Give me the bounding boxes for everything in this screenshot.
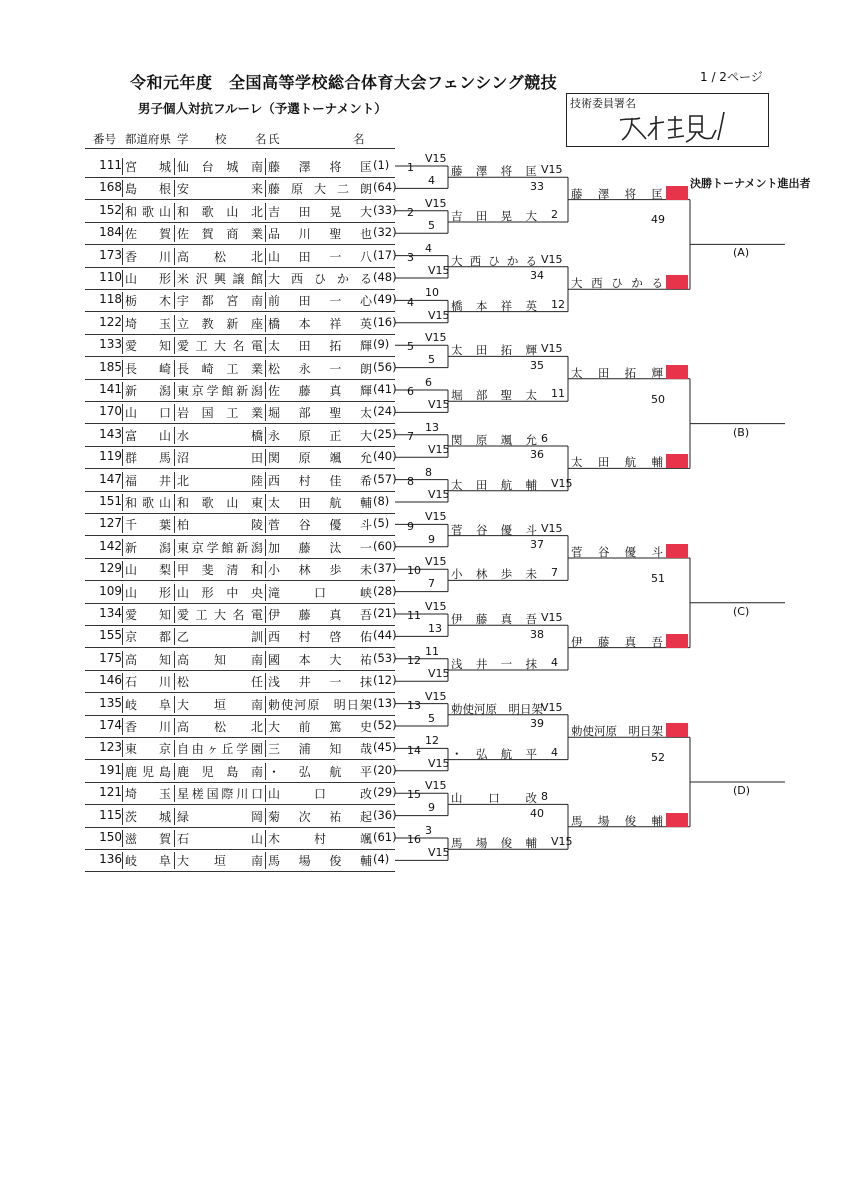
signature-label: 技術委員署名 <box>570 97 636 110</box>
qualifier-name-bottom: 大西ひかる <box>571 276 663 291</box>
entry-school: 岩国工業 <box>177 406 263 421</box>
winner-name-bottom: 堀部聖太 <box>451 388 537 403</box>
entry-number: 122 <box>99 314 122 329</box>
entry-school: 東京学館新潟 <box>177 540 263 555</box>
winner-score-bottom: 2 <box>551 208 558 221</box>
match-number: 7 <box>407 430 414 443</box>
entry-prefecture: 千葉 <box>125 518 171 533</box>
entry-name: 橋本祥英 <box>268 316 372 331</box>
qualifier-slot-label: (A) <box>733 246 750 260</box>
score-top: 12 <box>425 734 439 748</box>
winner-name-bottom: 太田航輔 <box>451 477 537 492</box>
entry-name: 関原颯允 <box>268 451 372 466</box>
entry-seed: (45) <box>373 740 397 755</box>
qualifier-name-top: 勅使河原 明日架 <box>571 724 663 739</box>
col-pref: 都道府県 <box>125 132 171 146</box>
entry-name: ・弘航平 <box>268 764 372 779</box>
entry-name: 西村佳希 <box>268 473 372 488</box>
entry-school: 愛工大名電 <box>177 339 263 354</box>
entry-name: 西村啓佑 <box>268 630 372 645</box>
entry-school: 高知南 <box>177 652 263 667</box>
entry-number: 143 <box>99 426 122 441</box>
entry-number: 151 <box>99 494 122 508</box>
entry-number: 142 <box>99 538 122 553</box>
entry-name: 菅谷優斗 <box>268 518 372 533</box>
entry-seed: (32) <box>373 225 397 240</box>
entry-number: 134 <box>99 606 122 620</box>
entry-number: 121 <box>99 785 122 800</box>
score-top: V15 <box>425 779 447 793</box>
entry-school: 北陸 <box>177 473 263 488</box>
entry-name: 木村颯 <box>268 832 372 846</box>
score-bottom: V15 <box>428 846 450 860</box>
entry-seed: (56) <box>373 359 397 374</box>
qualifier-name-top: 菅谷優斗 <box>571 545 663 559</box>
score-bottom: 9 <box>428 532 435 546</box>
entry-prefecture: 高知 <box>125 652 171 667</box>
match-number: 11 <box>407 609 421 623</box>
winner-score-bottom: 7 <box>551 566 558 580</box>
winner-score-top: V15 <box>541 611 563 625</box>
winner-score-top: V15 <box>541 342 563 356</box>
col-school-1: 学 <box>177 132 189 146</box>
score-top: V15 <box>425 331 447 345</box>
entry-school: 大垣南 <box>177 854 263 869</box>
entry-prefecture: 和歌山 <box>125 204 171 219</box>
winner-score-bottom: 12 <box>551 297 565 311</box>
entry-seed: (16) <box>373 314 397 329</box>
entry-number: 123 <box>99 740 122 755</box>
entry-prefecture: 滋賀 <box>125 832 171 846</box>
entry-prefecture: 石川 <box>125 675 171 690</box>
entry-name: 太田航輔 <box>268 496 372 510</box>
red-marker <box>666 365 688 379</box>
entry-prefecture: 宮城 <box>125 160 171 174</box>
qualifier-name-top: 藤澤将匡 <box>571 186 663 201</box>
winner-score-bottom: V15 <box>551 476 573 490</box>
match-number: 3 <box>407 250 414 264</box>
entry-prefecture: 山口 <box>125 406 171 421</box>
red-marker <box>666 813 688 827</box>
entry-school: 水橋 <box>177 428 263 443</box>
match-number: 35 <box>530 358 544 372</box>
entry-number: 185 <box>99 359 122 374</box>
red-marker <box>666 544 688 558</box>
entry-prefecture: 東京 <box>125 742 171 757</box>
match-number: 2 <box>407 206 414 219</box>
entry-school: 緑岡 <box>177 809 263 824</box>
match-number: 33 <box>530 179 544 193</box>
match-number: 15 <box>407 788 421 802</box>
entry-name: 松永一朗 <box>268 361 372 376</box>
match-number: 39 <box>530 717 544 731</box>
winner-name-top: 菅谷優斗 <box>451 522 537 537</box>
score-bottom: V15 <box>428 487 450 501</box>
entry-seed: (28) <box>373 583 397 598</box>
entry-name: 太田拓輝 <box>268 339 372 354</box>
match-number: 10 <box>407 564 421 578</box>
match-number: 16 <box>407 833 421 847</box>
entry-name: 滝口峡 <box>268 585 372 600</box>
winner-name-top: 伊藤真吾 <box>451 612 537 627</box>
entry-prefecture: 和歌山 <box>125 496 171 510</box>
score-top: 8 <box>425 465 432 479</box>
entry-seed: (9) <box>373 337 390 352</box>
winner-score-top: V15 <box>541 700 563 714</box>
qualifier-slot-label: (D) <box>733 784 751 797</box>
entry-school: 甲斐清和 <box>177 563 263 578</box>
match-number: 6 <box>407 385 414 399</box>
score-top: 4 <box>425 241 432 255</box>
entry-name: 藤澤将匡 <box>268 160 372 174</box>
winner-name-top: 関原颯允 <box>451 433 537 447</box>
entry-seed: (53) <box>373 650 397 665</box>
entry-prefecture: 島根 <box>125 182 171 197</box>
entry-name: 國本大祐 <box>268 652 372 667</box>
winner-name-bottom: 橋本祥英 <box>451 298 537 313</box>
qualifiers-label: 決勝トーナメント進出者 <box>690 177 811 190</box>
entry-seed: (12) <box>373 673 397 688</box>
winner-name-bottom: 浅井一抹 <box>451 657 537 671</box>
entry-seed: (57) <box>373 471 397 486</box>
entry-seed: (49) <box>373 292 397 307</box>
entry-number: 146 <box>99 673 122 688</box>
entry-prefecture: 山梨 <box>125 563 171 578</box>
entry-school: 米沢興譲館 <box>177 272 263 286</box>
match-number: 38 <box>530 627 544 641</box>
score-bottom: V15 <box>428 308 450 322</box>
entry-number: 155 <box>99 628 122 643</box>
col-no: 番号 <box>93 132 116 146</box>
entry-name: 山口改 <box>268 787 372 802</box>
entry-prefecture: 新潟 <box>125 384 171 398</box>
entry-name: 大前篤史 <box>268 720 372 734</box>
winner-score-top: V15 <box>541 163 563 177</box>
score-bottom: 5 <box>428 353 435 367</box>
winner-name-top: 勅使河原 明日架 <box>451 701 543 716</box>
match-number: 9 <box>407 519 414 533</box>
entry-name: 馬場俊輔 <box>268 854 372 869</box>
score-bottom: V15 <box>428 756 450 770</box>
qualifier-name-bottom: 伊藤真吾 <box>571 634 663 649</box>
entry-name: 加藤汰一 <box>268 540 372 555</box>
entry-name: 山田一八 <box>268 249 372 264</box>
entry-number: 150 <box>99 830 122 844</box>
entry-prefecture: 岐阜 <box>125 854 171 869</box>
entry-name: 菊次祐起 <box>268 809 372 824</box>
entry-school: 高松北 <box>177 720 263 734</box>
score-top: 11 <box>425 644 439 658</box>
score-top: 6 <box>425 376 432 389</box>
entry-school: 仙台城南 <box>177 160 263 174</box>
match-number: 13 <box>407 698 421 712</box>
entry-seed: (24) <box>373 404 397 419</box>
col-school-3: 名 <box>255 132 267 146</box>
page-title: 令和元年度 全国高等学校総合体育大会フェンシング競技 <box>130 73 558 92</box>
page-subtitle: 男子個人対抗フルーレ（予選トーナメント） <box>138 101 387 116</box>
winner-name-bottom: 吉田晃大 <box>451 209 537 223</box>
entry-seed: (44) <box>373 628 397 643</box>
entry-school: 鹿児島南 <box>177 764 263 779</box>
score-top: V15 <box>425 555 447 569</box>
entry-prefecture: 茨城 <box>125 809 171 824</box>
winner-name-top: 太田拓輝 <box>451 343 537 358</box>
entry-prefecture: 埼玉 <box>125 316 171 331</box>
entry-number: 136 <box>99 852 122 867</box>
qualifier-name-bottom: 太田航輔 <box>571 455 663 470</box>
entry-seed: (40) <box>373 449 397 464</box>
match-number: 36 <box>530 448 544 462</box>
entry-school: 和歌山東 <box>177 496 263 510</box>
red-marker <box>666 186 688 200</box>
winner-name-top: 藤澤将匡 <box>451 164 537 179</box>
entry-school: 佐賀商業 <box>177 227 263 242</box>
entry-prefecture: 京都 <box>125 630 171 645</box>
entry-school: 星槎国際川口 <box>177 787 263 802</box>
winner-score-bottom: 11 <box>551 387 565 401</box>
winner-name-bottom: 馬場俊輔 <box>451 836 537 851</box>
match-number: 34 <box>530 269 544 283</box>
entry-prefecture: 富山 <box>125 428 171 443</box>
entry-school: 山形中央 <box>177 585 263 600</box>
entry-prefecture: 長崎 <box>125 361 171 376</box>
entry-prefecture: 香川 <box>125 720 171 734</box>
winner-score-top: 8 <box>541 790 548 804</box>
entry-number: 170 <box>99 404 122 419</box>
entry-school: 立教新座 <box>177 316 263 331</box>
entry-prefecture: 栃木 <box>125 294 171 309</box>
score-bottom: 5 <box>428 711 435 725</box>
entry-number: 152 <box>99 202 122 217</box>
score-top: V15 <box>425 510 447 524</box>
entry-name: 大西ひかる <box>268 272 372 286</box>
entry-seed: (1) <box>373 158 390 172</box>
col-name-1: 氏 <box>268 132 280 146</box>
entry-school: 長崎工業 <box>177 361 263 376</box>
match-number: 37 <box>530 538 544 551</box>
score-bottom: 7 <box>428 577 435 591</box>
qualifier-name-top: 太田拓輝 <box>571 365 663 380</box>
entry-seed: (61) <box>373 830 397 844</box>
entry-number: 173 <box>99 247 122 262</box>
entry-number: 191 <box>99 762 122 777</box>
score-bottom: 13 <box>428 622 442 636</box>
entry-school: 和歌山北 <box>177 204 263 219</box>
match-number: 50 <box>651 392 665 406</box>
entry-prefecture: 埼玉 <box>125 787 171 802</box>
entry-prefecture: 佐賀 <box>125 227 171 242</box>
entry-seed: (52) <box>373 718 397 732</box>
score-top: V15 <box>425 600 447 613</box>
entry-seed: (21) <box>373 606 397 620</box>
qualifier-slot-label: (B) <box>733 425 750 439</box>
entry-school: 安来 <box>177 182 263 197</box>
entry-school: 大垣南 <box>177 697 263 712</box>
match-number: 5 <box>407 340 414 354</box>
entry-number: 133 <box>99 337 122 352</box>
winner-name-top: 大西ひかる <box>451 253 537 268</box>
entry-seed: (4) <box>373 852 390 867</box>
winner-score-top: V15 <box>541 521 563 535</box>
red-marker <box>666 454 688 468</box>
entry-prefecture: 香川 <box>125 249 171 264</box>
entry-number: 175 <box>99 650 122 665</box>
entry-seed: (17) <box>373 247 397 262</box>
entry-number: 119 <box>99 449 122 464</box>
entry-seed: (41) <box>373 382 397 396</box>
winner-name-bottom: ・弘航平 <box>451 746 537 761</box>
entry-prefecture: 福井 <box>125 473 171 488</box>
entry-name: 浅井一抹 <box>268 675 372 690</box>
entry-name: 勅使河原 明日架 <box>268 697 372 712</box>
entry-school: 宇都宮南 <box>177 294 263 309</box>
entry-seed: (37) <box>373 561 397 576</box>
entry-prefecture: 山形 <box>125 272 171 286</box>
match-number: 4 <box>407 295 414 309</box>
score-top: V15 <box>425 152 447 165</box>
entry-number: 184 <box>99 225 122 240</box>
winner-name-bottom: 小林歩未 <box>451 567 537 582</box>
entry-name: 堀部聖太 <box>268 406 372 421</box>
score-bottom: V15 <box>428 398 450 412</box>
col-school-2: 校 <box>215 132 227 146</box>
entry-number: 135 <box>99 695 122 710</box>
entry-number: 147 <box>99 471 122 486</box>
entry-school: 石山 <box>177 832 263 846</box>
score-bottom: V15 <box>428 443 450 456</box>
qualifier-name-bottom: 馬場俊輔 <box>571 813 663 828</box>
score-bottom: 4 <box>428 174 435 188</box>
entry-seed: (8) <box>373 494 390 508</box>
entry-name: 小林歩未 <box>268 563 372 578</box>
entry-seed: (48) <box>373 270 397 284</box>
match-number: 52 <box>651 751 665 764</box>
entry-school: 松任 <box>177 675 263 690</box>
entry-number: 168 <box>99 180 122 195</box>
score-top: 10 <box>425 286 439 300</box>
entry-name: 永原正大 <box>268 428 372 443</box>
score-bottom: V15 <box>428 263 450 277</box>
match-number: 51 <box>651 571 665 585</box>
score-top: V15 <box>425 196 447 210</box>
entry-number: 174 <box>99 718 122 732</box>
match-number: 1 <box>407 161 414 175</box>
entry-prefecture: 新潟 <box>125 540 171 555</box>
score-bottom: V15 <box>428 667 450 680</box>
entry-name: 伊藤真吾 <box>268 608 372 622</box>
entry-name: 吉田晃大 <box>268 204 372 219</box>
score-top: 3 <box>425 824 432 837</box>
score-top: V15 <box>425 689 447 703</box>
entry-seed: (5) <box>373 516 390 531</box>
score-top: 13 <box>425 420 439 434</box>
red-marker <box>666 275 688 289</box>
col-name-2: 名 <box>353 132 365 146</box>
entry-number: 141 <box>99 382 122 396</box>
entry-prefecture: 愛知 <box>125 608 171 622</box>
entry-seed: (25) <box>373 426 397 441</box>
entry-prefecture: 鹿児島 <box>125 764 171 779</box>
match-number: 12 <box>407 654 421 667</box>
entry-name: 品川聖也 <box>268 227 372 242</box>
entry-school: 乙訓 <box>177 630 263 645</box>
winner-name-top: 山口改 <box>451 791 537 806</box>
entry-seed: (64) <box>373 180 397 195</box>
winner-score-top: 6 <box>541 432 548 445</box>
winner-score-bottom: 4 <box>551 656 558 669</box>
entry-name: 三浦知哉 <box>268 742 372 757</box>
entry-prefecture: 愛知 <box>125 339 171 354</box>
entry-number: 118 <box>99 292 122 307</box>
entry-prefecture: 岐阜 <box>125 697 171 712</box>
qualifier-slot-label: (C) <box>733 604 750 618</box>
winner-score-bottom: V15 <box>551 835 573 849</box>
red-marker <box>666 634 688 648</box>
match-number: 8 <box>407 474 414 488</box>
entry-school: 自由ヶ丘学園 <box>177 742 263 757</box>
winner-score-bottom: 4 <box>551 745 558 759</box>
match-number: 49 <box>651 213 665 227</box>
entry-seed: (36) <box>373 807 397 822</box>
score-bottom: 5 <box>428 219 435 232</box>
entry-school: 高松北 <box>177 249 263 264</box>
entry-school: 柏陵 <box>177 518 263 533</box>
entry-number: 127 <box>99 516 122 531</box>
entry-number: 109 <box>99 583 122 598</box>
entry-prefecture: 山形 <box>125 585 171 600</box>
entry-seed: (60) <box>373 538 397 553</box>
entry-name: 前田一心 <box>268 294 372 309</box>
entry-seed: (33) <box>373 202 397 217</box>
entry-school: 沼田 <box>177 451 263 466</box>
score-bottom: 9 <box>428 801 435 815</box>
entry-number: 115 <box>99 807 122 822</box>
entry-name: 藤原大二朗 <box>268 182 372 197</box>
entry-seed: (13) <box>373 695 397 710</box>
page-number: 1 / 2ページ <box>700 70 763 84</box>
match-number: 14 <box>407 743 421 757</box>
entry-school: 愛工大名電 <box>177 608 263 622</box>
entry-seed: (20) <box>373 762 397 777</box>
entry-number: 111 <box>99 158 122 172</box>
entry-seed: (29) <box>373 785 397 800</box>
entry-prefecture: 群馬 <box>125 451 171 466</box>
entry-name: 佐藤真輝 <box>268 384 372 398</box>
entry-number: 129 <box>99 561 122 576</box>
match-number: 40 <box>530 806 544 820</box>
winner-score-top: V15 <box>541 252 563 266</box>
entry-school: 東京学館新潟 <box>177 384 263 398</box>
red-marker <box>666 723 688 737</box>
entry-number: 110 <box>99 270 122 284</box>
